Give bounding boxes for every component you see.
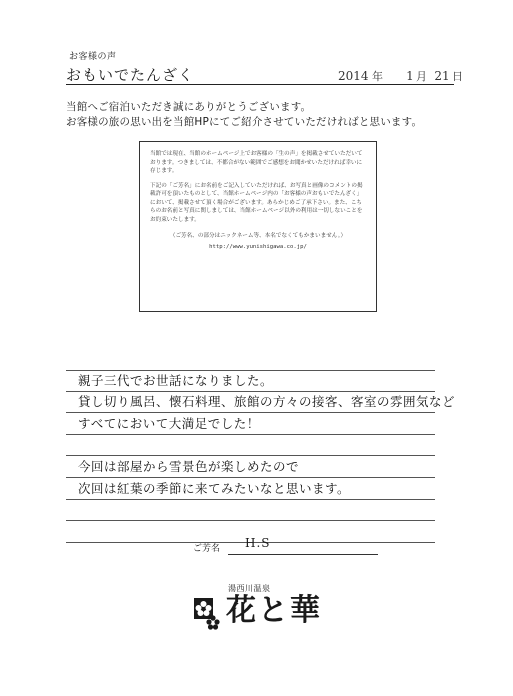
card-small-label: お客様の声	[69, 52, 117, 62]
comment-line	[66, 478, 435, 500]
card-title: おもいでたんざく	[66, 66, 195, 84]
date-year: 2014	[338, 69, 369, 83]
comment-line	[66, 370, 435, 392]
comment-line	[66, 456, 435, 478]
comment-line	[66, 392, 456, 414]
header-rule	[66, 84, 454, 85]
logo-subtitle: 湯西川温泉	[228, 584, 271, 593]
date-year-label: 年	[372, 70, 383, 83]
intro-line-1: 当館へご宿泊いただき誠にありがとうございます。	[66, 101, 312, 113]
logo-name: 花と華	[226, 593, 322, 628]
comment-text: 貸し切り風呂、懐石料理、旅館の方々の接客、客室の雰囲気など	[78, 394, 456, 410]
intro-text	[66, 100, 422, 130]
comment-line	[66, 500, 435, 522]
intro-line-2: お客様の旅の思い出を当館HPにてご紹介させていただければと思います。	[66, 116, 423, 128]
notice-note: （ご芳名、の部分はニックネーム等、本名でなくてもかまいません。）	[169, 233, 347, 239]
comment-text: 次回は紅葉の季節に来てみたいなと思います。	[78, 480, 351, 496]
comment-text: 今回は部屋から雪景色が楽しめたので	[78, 458, 300, 474]
comment-line	[66, 413, 435, 435]
date-month: 1	[406, 69, 414, 83]
date-field	[338, 68, 463, 84]
flower-logo-icon	[194, 596, 222, 630]
comment-text: 親子三代でお世話になりました。	[78, 372, 274, 388]
comment-text: すべてにおいて大満足でした！	[78, 415, 260, 431]
notice-paragraph-1: 当館では現在、当館のホームページ上でお客様の「生の声」を掲載させていただいております。つきましては、不都合がない範囲でご感想をお聞かせいただければ幸いに存じます。	[150, 151, 363, 174]
date-day-label: 日	[452, 70, 463, 83]
comment-lines	[66, 370, 456, 543]
notice-box	[139, 141, 377, 312]
date-day: 21	[434, 69, 450, 83]
notice-paragraph-2: 下記の「ご芳名」にお名前をご記入していただければ、お写真と画像のコメントの掲載許可を頂いたものとして、当館ホームページ内の「お客様の声おもいでたんざく」において、掲載させて頂く場合がございます。あらかじめご了承下さい。また、こちらのお名前と写真に関しましては、当館ホームページ以外の利用は一切しないことをお約束いたします。	[150, 182, 363, 223]
comment-line	[66, 435, 435, 457]
notice-url: http://www.yunishigawa.co.jp/	[209, 243, 307, 250]
signature-value: H.S	[245, 536, 271, 550]
signature-label: ご芳名	[193, 544, 221, 554]
signature-line	[228, 554, 378, 555]
date-month-label: 月	[416, 70, 427, 83]
